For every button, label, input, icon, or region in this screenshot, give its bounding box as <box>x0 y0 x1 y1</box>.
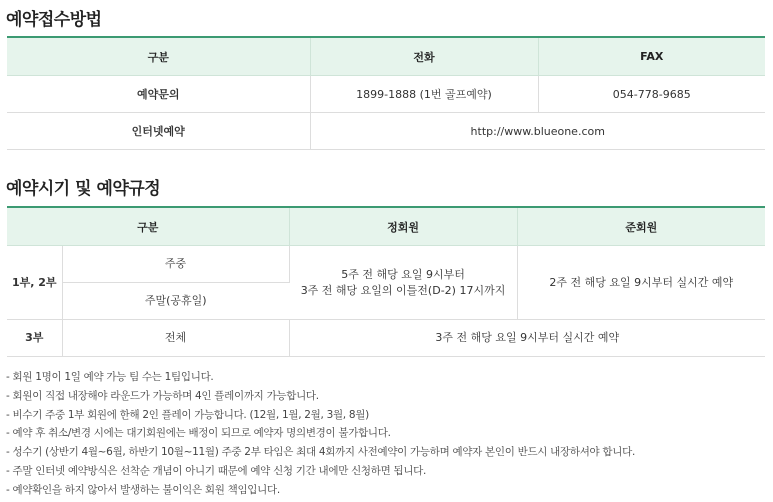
header-phone: 전화 <box>310 37 538 76</box>
header-category: 구분 <box>7 37 310 76</box>
sub-label-weekday: 주중 <box>62 246 289 283</box>
table-row <box>7 320 765 357</box>
reservation-method-table <box>7 36 765 150</box>
list-item: - 회원 1명이 1일 예약 가능 팀 수는 1팀입니다. <box>6 368 635 387</box>
phone-number: 1899-1888 (1번 골프예약) <box>310 76 538 113</box>
part3-rule: 3주 전 해당 요일 9시부터 실시간 예약 <box>289 320 765 357</box>
group-label-part3: 3부 <box>7 320 62 357</box>
reservation-rules-table <box>7 206 765 357</box>
header-fax: FAX <box>538 37 765 76</box>
table-row <box>7 76 765 113</box>
table-header-row <box>7 37 765 76</box>
list-item: - 주말 인터넷 예약방식은 선착순 개념이 아니기 때문에 예약 신청 기간 내에만 신청하면 됩니다. <box>6 462 635 481</box>
notes-list <box>6 368 635 500</box>
table-header-row <box>7 207 765 246</box>
associate-member-rule: 2주 전 해당 요일 9시부터 실시간 예약 <box>517 246 765 320</box>
regular-member-rule <box>289 246 517 320</box>
header-associate-member: 준회원 <box>517 207 765 246</box>
header-regular-member: 정회원 <box>289 207 517 246</box>
row-label-internet: 인터넷예약 <box>7 113 310 150</box>
regular-rule-line2: 3주 전 해당 요일의 이틀전(D-2) 17시까지 <box>300 283 506 297</box>
row-label-inquiry: 예약문의 <box>7 76 310 113</box>
list-item: - 회원이 직접 내장해야 라운드가 가능하며 4인 플레이까지 가능합니다. <box>6 387 635 406</box>
regular-rule-line1: 5주 전 해당 요일 9시부터 <box>341 267 465 281</box>
list-item: - 성수기 (상반기 4월~6월, 하반기 10월~11월) 주중 2부 타임은 최대 4회까지 사전예약이 가능하며 예약자 본인이 반드시 내장하셔야 합니다. <box>6 443 635 462</box>
table-row <box>7 113 765 150</box>
section-title-reservation-rules: 예약시기 및 예약규정 <box>6 179 161 199</box>
table-row <box>7 246 765 283</box>
sub-label-all: 전체 <box>62 320 289 357</box>
list-item: - 예약 후 취소/변경 시에는 대기회원에는 배정이 되므로 예약자 명의변경이 불가합니다. <box>6 424 635 443</box>
section-title-reservation-method: 예약접수방법 <box>6 10 102 30</box>
fax-number: 054-778-9685 <box>538 76 765 113</box>
sub-label-weekend: 주말(공휴일) <box>62 283 289 320</box>
list-item: - 예약확인을 하지 않아서 발생하는 불이익은 회원 책임입니다. <box>6 481 635 500</box>
header-category: 구분 <box>7 207 289 246</box>
website-url: http://www.blueone.com <box>310 113 765 150</box>
list-item: - 비수기 주중 1부 회원에 한해 2인 플레이 가능합니다. (12월, 1월, 2월, 3월, 8월) <box>6 406 635 425</box>
group-label-part1-2: 1부, 2부 <box>7 246 62 320</box>
